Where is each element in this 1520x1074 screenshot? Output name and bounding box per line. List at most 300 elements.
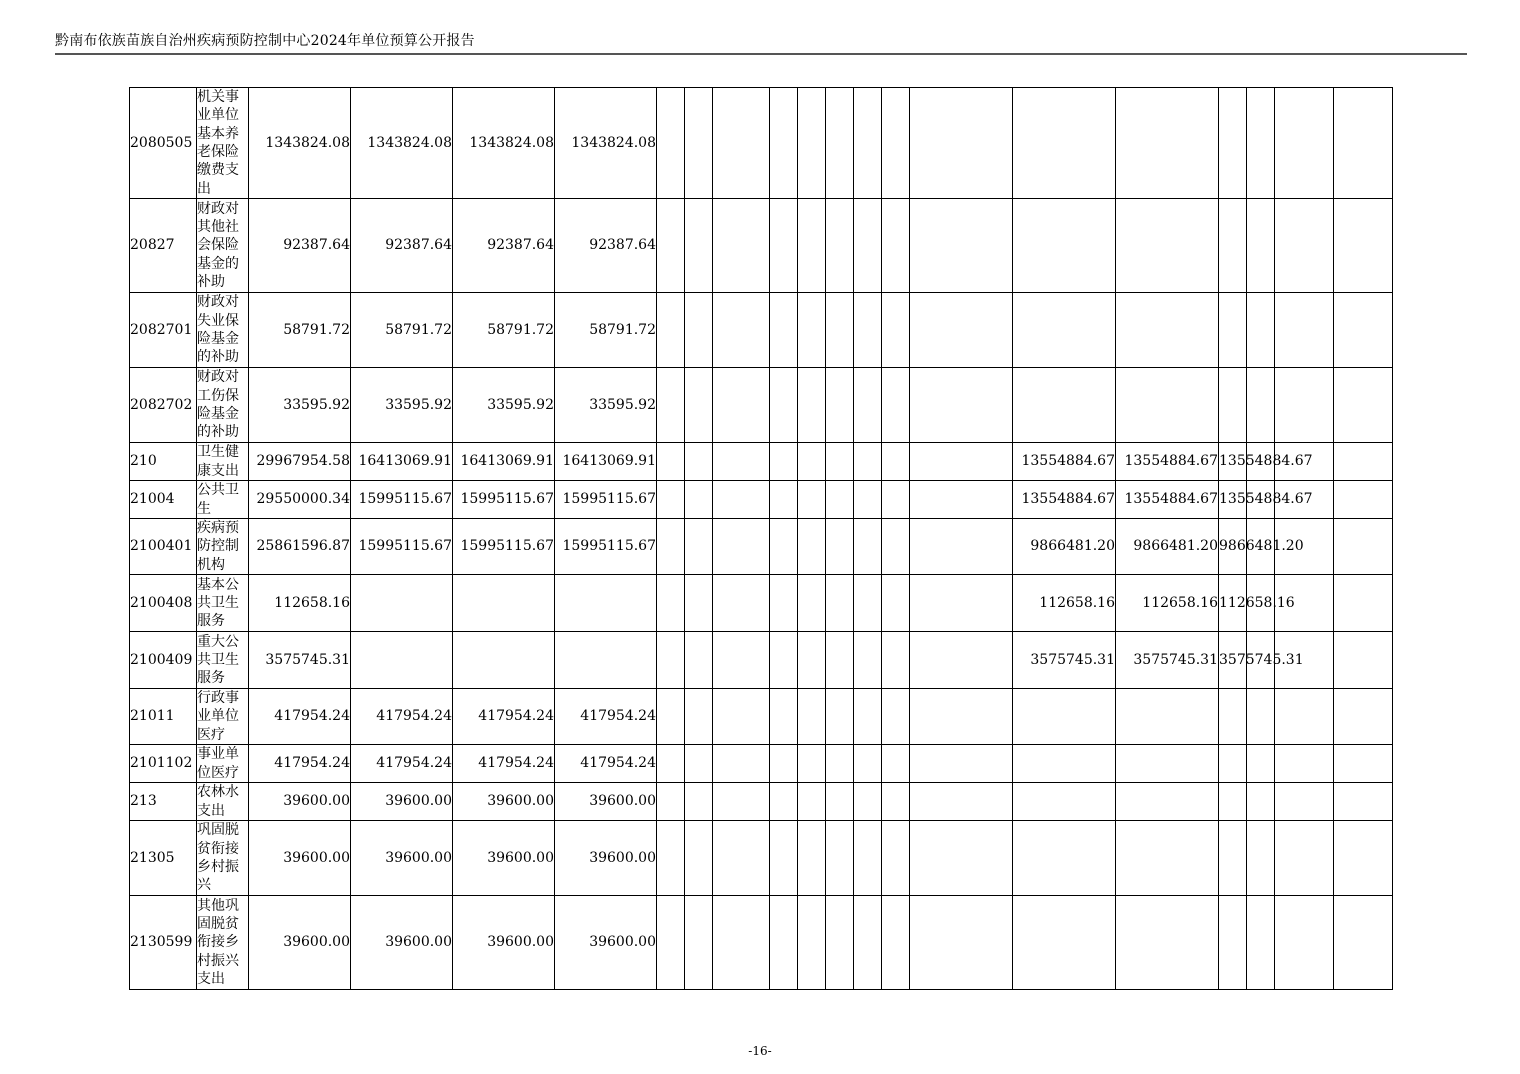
amount-cell bbox=[854, 519, 882, 575]
subject-code-cell: 2101102 bbox=[130, 745, 197, 783]
amount-cell bbox=[1219, 368, 1247, 443]
amount-cell bbox=[1275, 88, 1334, 199]
amount-cell bbox=[1116, 293, 1219, 368]
amount-cell bbox=[1219, 689, 1247, 745]
amount-cell bbox=[910, 443, 1013, 481]
amount-cell: 112658.16 bbox=[1013, 575, 1116, 632]
amount-cell: 39600.00 bbox=[555, 821, 657, 896]
amount-cell bbox=[713, 519, 770, 575]
amount-cell: 417954.24 bbox=[453, 745, 555, 783]
amount-cell bbox=[1334, 745, 1393, 783]
amount-cell bbox=[713, 199, 770, 293]
amount-cell: 13554884.67 bbox=[1219, 481, 1247, 519]
amount-cell: 3575745.31 bbox=[1116, 632, 1219, 689]
amount-cell bbox=[854, 575, 882, 632]
amount-cell: 13554884.67 bbox=[1116, 481, 1219, 519]
amount-cell: 58791.72 bbox=[555, 293, 657, 368]
amount-cell: 39600.00 bbox=[351, 821, 453, 896]
amount-cell bbox=[770, 689, 798, 745]
amount-cell bbox=[657, 88, 685, 199]
amount-cell bbox=[713, 293, 770, 368]
amount-cell bbox=[1334, 689, 1393, 745]
amount-cell: 15995115.67 bbox=[555, 481, 657, 519]
amount-cell bbox=[770, 575, 798, 632]
amount-cell bbox=[1334, 293, 1393, 368]
amount-cell bbox=[657, 293, 685, 368]
amount-cell bbox=[685, 88, 713, 199]
amount-cell: 15995115.67 bbox=[555, 519, 657, 575]
table-row bbox=[130, 88, 1393, 199]
amount-cell bbox=[910, 519, 1013, 575]
amount-cell bbox=[770, 896, 798, 990]
table-row bbox=[130, 199, 1393, 293]
amount-cell bbox=[685, 745, 713, 783]
amount-cell bbox=[826, 293, 854, 368]
amount-cell bbox=[1275, 745, 1334, 783]
amount-cell bbox=[770, 199, 798, 293]
table-row bbox=[130, 293, 1393, 368]
amount-cell: 417954.24 bbox=[453, 689, 555, 745]
subject-name-cell: 财政对失业保险基金的补助 bbox=[197, 293, 249, 368]
amount-cell bbox=[854, 783, 882, 821]
subject-code-cell: 21004 bbox=[130, 481, 197, 519]
amount-cell bbox=[1116, 745, 1219, 783]
page-number: -16- bbox=[748, 1044, 772, 1058]
amount-cell: 13554884.67 bbox=[1013, 443, 1116, 481]
amount-cell: 39600.00 bbox=[351, 896, 453, 990]
amount-cell bbox=[555, 575, 657, 632]
amount-cell bbox=[910, 575, 1013, 632]
amount-cell bbox=[1334, 199, 1393, 293]
subject-name-cell: 基本公共卫生服务 bbox=[197, 575, 249, 632]
amount-cell bbox=[798, 88, 826, 199]
amount-cell bbox=[657, 443, 685, 481]
subject-name-cell: 事业单位医疗 bbox=[197, 745, 249, 783]
amount-cell: 16413069.91 bbox=[351, 443, 453, 481]
amount-cell bbox=[1116, 368, 1219, 443]
amount-cell bbox=[685, 519, 713, 575]
amount-cell bbox=[1275, 199, 1334, 293]
amount-cell bbox=[1247, 821, 1275, 896]
amount-cell bbox=[910, 481, 1013, 519]
amount-cell bbox=[1334, 821, 1393, 896]
amount-cell bbox=[351, 632, 453, 689]
amount-cell bbox=[685, 293, 713, 368]
header-divider bbox=[55, 53, 1467, 55]
subject-name-cell: 巩固脱贫衔接乡村振兴 bbox=[197, 821, 249, 896]
amount-cell bbox=[854, 443, 882, 481]
amount-cell: 33595.92 bbox=[453, 368, 555, 443]
amount-cell bbox=[798, 293, 826, 368]
amount-cell bbox=[826, 896, 854, 990]
amount-cell: 39600.00 bbox=[453, 783, 555, 821]
table-row bbox=[130, 896, 1393, 990]
amount-cell: 417954.24 bbox=[249, 745, 351, 783]
amount-cell bbox=[1116, 821, 1219, 896]
amount-cell bbox=[798, 745, 826, 783]
amount-cell bbox=[1334, 481, 1393, 519]
amount-cell bbox=[854, 632, 882, 689]
amount-cell: 112658.16 bbox=[1116, 575, 1219, 632]
amount-cell: 58791.72 bbox=[453, 293, 555, 368]
amount-cell bbox=[770, 481, 798, 519]
amount-cell bbox=[713, 896, 770, 990]
amount-cell: 417954.24 bbox=[249, 689, 351, 745]
amount-cell bbox=[1116, 199, 1219, 293]
amount-cell bbox=[1013, 199, 1116, 293]
amount-cell bbox=[1013, 293, 1116, 368]
amount-cell bbox=[770, 745, 798, 783]
amount-cell bbox=[1013, 88, 1116, 199]
amount-cell bbox=[1219, 896, 1247, 990]
amount-cell bbox=[882, 199, 910, 293]
amount-cell bbox=[882, 519, 910, 575]
page-header-title: 黔南布依族苗族自治州疾病预防控制中心2024年单位预算公开报告 bbox=[55, 33, 475, 49]
amount-cell bbox=[882, 896, 910, 990]
amount-cell bbox=[1116, 783, 1219, 821]
amount-cell bbox=[555, 632, 657, 689]
amount-cell bbox=[657, 745, 685, 783]
amount-cell: 9866481.20 bbox=[1013, 519, 1116, 575]
amount-cell bbox=[770, 632, 798, 689]
amount-cell bbox=[854, 689, 882, 745]
amount-cell bbox=[826, 575, 854, 632]
amount-cell bbox=[854, 368, 882, 443]
amount-cell bbox=[826, 481, 854, 519]
subject-name-cell: 行政事业单位医疗 bbox=[197, 689, 249, 745]
amount-cell: 15995115.67 bbox=[351, 519, 453, 575]
amount-cell bbox=[854, 199, 882, 293]
amount-cell bbox=[854, 88, 882, 199]
amount-cell: 92387.64 bbox=[453, 199, 555, 293]
amount-cell bbox=[798, 632, 826, 689]
amount-cell bbox=[713, 368, 770, 443]
amount-cell bbox=[1275, 689, 1334, 745]
amount-cell bbox=[685, 783, 713, 821]
amount-cell bbox=[713, 821, 770, 896]
subject-name-cell: 机关事业单位基本养老保险缴费支出 bbox=[197, 88, 249, 199]
amount-cell bbox=[826, 443, 854, 481]
amount-cell bbox=[685, 199, 713, 293]
amount-cell bbox=[1247, 293, 1275, 368]
amount-cell bbox=[657, 519, 685, 575]
amount-cell bbox=[798, 689, 826, 745]
amount-cell bbox=[910, 199, 1013, 293]
amount-cell bbox=[910, 745, 1013, 783]
amount-cell bbox=[882, 88, 910, 199]
amount-cell bbox=[798, 821, 826, 896]
amount-cell: 112658.16 bbox=[1219, 575, 1247, 632]
amount-cell bbox=[685, 896, 713, 990]
amount-cell: 3575745.31 bbox=[249, 632, 351, 689]
amount-cell bbox=[713, 443, 770, 481]
amount-cell: 92387.64 bbox=[555, 199, 657, 293]
amount-cell bbox=[657, 368, 685, 443]
amount-cell bbox=[713, 88, 770, 199]
table-row bbox=[130, 821, 1393, 896]
amount-cell bbox=[685, 481, 713, 519]
amount-cell: 33595.92 bbox=[351, 368, 453, 443]
amount-cell bbox=[854, 293, 882, 368]
subject-code-cell: 2100401 bbox=[130, 519, 197, 575]
amount-cell bbox=[798, 896, 826, 990]
amount-cell bbox=[826, 519, 854, 575]
amount-cell bbox=[882, 632, 910, 689]
amount-cell bbox=[1334, 632, 1393, 689]
amount-cell: 16413069.91 bbox=[555, 443, 657, 481]
amount-cell bbox=[854, 821, 882, 896]
amount-cell bbox=[685, 689, 713, 745]
amount-cell: 16413069.91 bbox=[453, 443, 555, 481]
amount-cell bbox=[1334, 88, 1393, 199]
amount-cell: 92387.64 bbox=[351, 199, 453, 293]
subject-name-cell: 农林水支出 bbox=[197, 783, 249, 821]
amount-cell: 33595.92 bbox=[555, 368, 657, 443]
amount-cell: 39600.00 bbox=[351, 783, 453, 821]
amount-cell bbox=[1334, 783, 1393, 821]
amount-cell bbox=[1334, 443, 1393, 481]
amount-cell bbox=[685, 575, 713, 632]
amount-cell bbox=[1275, 293, 1334, 368]
amount-cell bbox=[1116, 689, 1219, 745]
amount-cell bbox=[1219, 88, 1247, 199]
amount-cell bbox=[798, 783, 826, 821]
amount-cell bbox=[882, 481, 910, 519]
amount-cell bbox=[854, 745, 882, 783]
amount-cell bbox=[882, 575, 910, 632]
amount-cell bbox=[713, 689, 770, 745]
amount-cell bbox=[685, 368, 713, 443]
subject-code-cell: 2082701 bbox=[130, 293, 197, 368]
subject-code-cell: 210 bbox=[130, 443, 197, 481]
table-row bbox=[130, 632, 1393, 689]
amount-cell: 15995115.67 bbox=[351, 481, 453, 519]
amount-cell bbox=[657, 821, 685, 896]
subject-code-cell: 20827 bbox=[130, 199, 197, 293]
amount-cell bbox=[713, 632, 770, 689]
amount-cell bbox=[882, 368, 910, 443]
amount-cell: 112658.16 bbox=[249, 575, 351, 632]
amount-cell: 13554884.67 bbox=[1013, 481, 1116, 519]
amount-cell bbox=[770, 368, 798, 443]
amount-cell: 25861596.87 bbox=[249, 519, 351, 575]
amount-cell bbox=[1334, 519, 1393, 575]
amount-cell bbox=[657, 689, 685, 745]
subject-name-cell: 财政对工伤保险基金的补助 bbox=[197, 368, 249, 443]
amount-cell bbox=[1247, 783, 1275, 821]
subject-name-cell: 疾病预防控制机构 bbox=[197, 519, 249, 575]
amount-cell bbox=[826, 821, 854, 896]
amount-cell bbox=[1219, 745, 1247, 783]
amount-cell bbox=[1013, 745, 1116, 783]
amount-cell: 1343824.08 bbox=[249, 88, 351, 199]
amount-cell bbox=[1219, 293, 1247, 368]
amount-cell bbox=[657, 199, 685, 293]
amount-cell bbox=[770, 293, 798, 368]
amount-cell bbox=[770, 88, 798, 199]
amount-cell bbox=[826, 88, 854, 199]
amount-cell bbox=[685, 632, 713, 689]
amount-cell bbox=[657, 783, 685, 821]
amount-cell bbox=[826, 689, 854, 745]
amount-cell bbox=[1013, 689, 1116, 745]
amount-cell: 1343824.08 bbox=[555, 88, 657, 199]
amount-cell: 13554884.67 bbox=[1219, 443, 1247, 481]
amount-cell bbox=[770, 783, 798, 821]
amount-cell bbox=[770, 519, 798, 575]
amount-cell bbox=[1247, 745, 1275, 783]
amount-cell bbox=[1116, 88, 1219, 199]
amount-cell bbox=[798, 481, 826, 519]
amount-cell bbox=[713, 783, 770, 821]
amount-cell bbox=[1334, 575, 1393, 632]
amount-cell bbox=[770, 443, 798, 481]
subject-name-cell: 其他巩固脱贫衔接乡村振兴支出 bbox=[197, 896, 249, 990]
budget-table-body bbox=[130, 88, 1393, 990]
amount-cell: 92387.64 bbox=[249, 199, 351, 293]
amount-cell: 39600.00 bbox=[249, 896, 351, 990]
table-row bbox=[130, 745, 1393, 783]
amount-cell bbox=[1275, 821, 1334, 896]
amount-cell bbox=[1334, 896, 1393, 990]
amount-cell bbox=[1247, 88, 1275, 199]
amount-cell bbox=[798, 519, 826, 575]
amount-cell: 417954.24 bbox=[555, 745, 657, 783]
amount-cell: 58791.72 bbox=[249, 293, 351, 368]
amount-cell: 15995115.67 bbox=[453, 519, 555, 575]
subject-code-cell: 2082702 bbox=[130, 368, 197, 443]
amount-cell bbox=[1219, 783, 1247, 821]
amount-cell bbox=[882, 293, 910, 368]
amount-cell bbox=[713, 745, 770, 783]
amount-cell bbox=[910, 293, 1013, 368]
amount-cell bbox=[1275, 783, 1334, 821]
amount-cell bbox=[1247, 368, 1275, 443]
amount-cell bbox=[854, 481, 882, 519]
amount-cell: 33595.92 bbox=[249, 368, 351, 443]
amount-cell bbox=[1219, 199, 1247, 293]
table-row bbox=[130, 783, 1393, 821]
amount-cell: 15995115.67 bbox=[453, 481, 555, 519]
amount-cell: 417954.24 bbox=[351, 689, 453, 745]
table-row bbox=[130, 368, 1393, 443]
amount-cell bbox=[351, 575, 453, 632]
amount-cell bbox=[798, 575, 826, 632]
subject-name-cell: 财政对其他社会保险基金的补助 bbox=[197, 199, 249, 293]
amount-cell bbox=[826, 783, 854, 821]
amount-cell bbox=[826, 368, 854, 443]
amount-cell: 39600.00 bbox=[249, 783, 351, 821]
amount-cell bbox=[798, 199, 826, 293]
amount-cell bbox=[1334, 368, 1393, 443]
subject-code-cell: 2080505 bbox=[130, 88, 197, 199]
amount-cell: 39600.00 bbox=[453, 821, 555, 896]
amount-cell: 39600.00 bbox=[453, 896, 555, 990]
amount-cell bbox=[882, 443, 910, 481]
subject-code-cell: 21305 bbox=[130, 821, 197, 896]
amount-cell bbox=[713, 575, 770, 632]
amount-cell bbox=[685, 443, 713, 481]
table-row bbox=[130, 575, 1393, 632]
table-row bbox=[130, 519, 1393, 575]
subject-name-cell: 卫生健康支出 bbox=[197, 443, 249, 481]
subject-code-cell: 213 bbox=[130, 783, 197, 821]
amount-cell bbox=[826, 632, 854, 689]
amount-cell bbox=[882, 745, 910, 783]
amount-cell bbox=[1013, 783, 1116, 821]
amount-cell bbox=[1247, 689, 1275, 745]
amount-cell bbox=[910, 783, 1013, 821]
subject-name-cell: 公共卫生 bbox=[197, 481, 249, 519]
amount-cell bbox=[826, 199, 854, 293]
amount-cell: 39600.00 bbox=[555, 896, 657, 990]
amount-cell: 13554884.67 bbox=[1116, 443, 1219, 481]
amount-cell bbox=[1013, 821, 1116, 896]
amount-cell bbox=[770, 821, 798, 896]
budget-table bbox=[129, 87, 1393, 990]
amount-cell bbox=[882, 689, 910, 745]
amount-cell bbox=[453, 575, 555, 632]
amount-cell bbox=[910, 88, 1013, 199]
amount-cell: 9866481.20 bbox=[1116, 519, 1219, 575]
amount-cell: 1343824.08 bbox=[453, 88, 555, 199]
amount-cell bbox=[657, 632, 685, 689]
amount-cell bbox=[713, 481, 770, 519]
amount-cell bbox=[1219, 821, 1247, 896]
amount-cell bbox=[882, 821, 910, 896]
amount-cell: 1343824.08 bbox=[351, 88, 453, 199]
amount-cell bbox=[1247, 896, 1275, 990]
amount-cell bbox=[1013, 896, 1116, 990]
amount-cell bbox=[685, 821, 713, 896]
amount-cell bbox=[1013, 368, 1116, 443]
amount-cell bbox=[910, 368, 1013, 443]
amount-cell: 58791.72 bbox=[351, 293, 453, 368]
amount-cell: 39600.00 bbox=[249, 821, 351, 896]
amount-cell bbox=[657, 896, 685, 990]
amount-cell bbox=[854, 896, 882, 990]
amount-cell bbox=[1116, 896, 1219, 990]
subject-code-cell: 2100408 bbox=[130, 575, 197, 632]
amount-cell: 39600.00 bbox=[555, 783, 657, 821]
amount-cell bbox=[910, 689, 1013, 745]
amount-cell bbox=[910, 821, 1013, 896]
amount-cell bbox=[1275, 896, 1334, 990]
amount-cell bbox=[798, 443, 826, 481]
amount-cell: 29550000.34 bbox=[249, 481, 351, 519]
amount-cell: 9866481.20 bbox=[1219, 519, 1247, 575]
subject-code-cell: 21011 bbox=[130, 689, 197, 745]
amount-cell bbox=[910, 896, 1013, 990]
amount-cell: 29967954.58 bbox=[249, 443, 351, 481]
amount-cell bbox=[910, 632, 1013, 689]
table-row bbox=[130, 689, 1393, 745]
subject-name-cell: 重大公共卫生服务 bbox=[197, 632, 249, 689]
amount-cell bbox=[826, 745, 854, 783]
amount-cell bbox=[882, 783, 910, 821]
subject-code-cell: 2100409 bbox=[130, 632, 197, 689]
amount-cell bbox=[453, 632, 555, 689]
amount-cell: 417954.24 bbox=[555, 689, 657, 745]
amount-cell: 417954.24 bbox=[351, 745, 453, 783]
amount-cell bbox=[1247, 199, 1275, 293]
amount-cell bbox=[657, 481, 685, 519]
amount-cell bbox=[657, 575, 685, 632]
amount-cell bbox=[798, 368, 826, 443]
amount-cell: 3575745.31 bbox=[1013, 632, 1116, 689]
amount-cell: 3575745.31 bbox=[1219, 632, 1247, 689]
subject-code-cell: 2130599 bbox=[130, 896, 197, 990]
